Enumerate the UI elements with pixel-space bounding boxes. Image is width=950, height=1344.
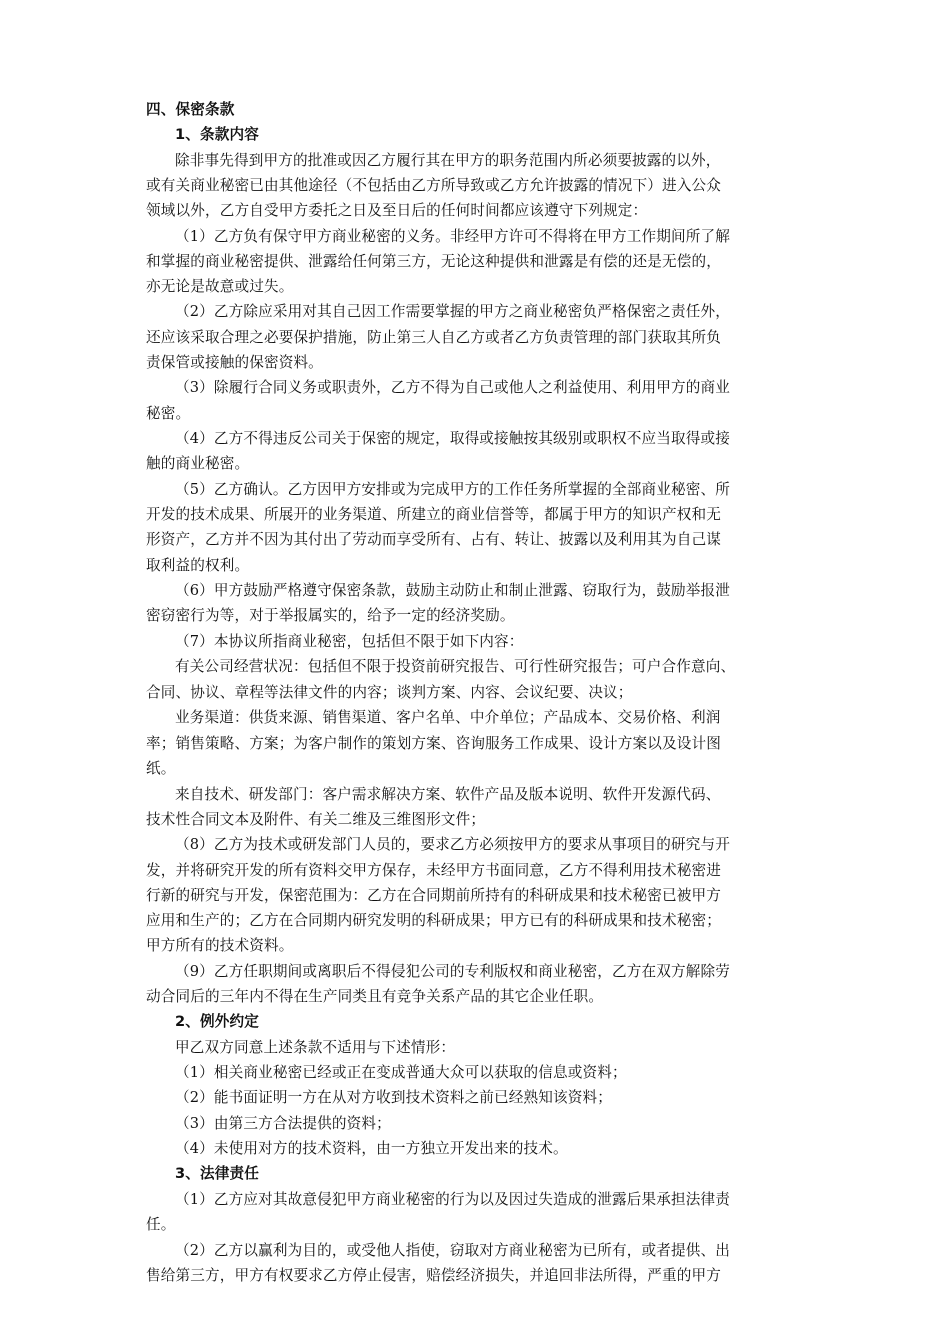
text-line: 秘密。: [146, 405, 191, 422]
subsection-heading: 3、法律责任: [175, 1165, 260, 1182]
text-line: 取利益的权利。: [146, 557, 250, 574]
text-line: 任。: [146, 1216, 176, 1233]
subsection-heading: 1、条款内容: [175, 126, 260, 143]
text-line: 和掌握的商业秘密提供、泄露给任何第三方，无论这种提供和泄露是有偿的还是无偿的，: [146, 253, 722, 270]
text-line: 技术性合同文本及附件、有关二维及三维图形文件；: [146, 811, 486, 828]
text-line: （3）除履行合同义务或职责外，乙方不得为自己或他人之利益使用、利用甲方的商业: [175, 379, 730, 396]
text-line: （3）由第三方合法提供的资料；: [175, 1115, 391, 1132]
text-line: （4）未使用对方的技术资料，由一方独立开发出来的技术。: [175, 1140, 568, 1157]
text-line: （2）乙方以赢利为目的，或受他人指使，窃取对方商业秘密为已所有，或者提供、出: [175, 1242, 730, 1259]
text-line: 亦无论是故意或过失。: [146, 278, 294, 295]
text-line: （1）相关商业秘密已经或正在变成普通大众可以获取的信息或资料；: [175, 1064, 627, 1081]
text-line: （8）乙方为技术或研发部门人员的，要求乙方必须按甲方的要求从事项目的研究与开: [175, 836, 730, 853]
text-line: 甲乙双方同意上述条款不适用与下述情形：: [175, 1039, 456, 1056]
text-line: （9）乙方任职期间或离职后不得侵犯公司的专利版权和商业秘密，乙方在双方解除劳: [175, 963, 730, 980]
text-line: 纸。: [146, 760, 176, 777]
text-line: （2）能书面证明一方在从对方收到技术资料之前已经熟知该资料；: [175, 1089, 613, 1106]
text-line: 合同、协议、章程等法律文件的内容；谈判方案、内容、会议纪要、决议；: [146, 684, 633, 701]
text-line: 有关公司经营状况：包括但不限于投资前研究报告、可行性研究报告；可户合作意向、: [175, 658, 736, 675]
text-line: 售给第三方，甲方有权要求乙方停止侵害，赔偿经济损失，并追回非法所得，严重的甲方: [146, 1267, 722, 1284]
text-line: 领域以外，乙方自受甲方委托之日及至日后的任何时间都应该遵守下列规定：: [146, 202, 648, 219]
text-line: 触的商业秘密。: [146, 455, 250, 472]
text-line: 行新的研究与开发，保密范围为：乙方在合同期前所持有的科研成果和技术秘密已被甲方: [146, 887, 722, 904]
text-line: （1）乙方应对其故意侵犯甲方商业秘密的行为以及因过失造成的泄露后果承担法律责: [175, 1191, 730, 1208]
text-line: （2）乙方除应采用对其自己因工作需要掌握的甲方之商业秘密负严格保密之责任外，: [175, 303, 730, 320]
text-line: 业务渠道：供货来源、销售渠道、客户名单、中介单位；产品成本、交易价格、利润: [175, 709, 721, 726]
text-line: 责保管或接触的保密资料。: [146, 354, 323, 371]
text-line: 还应该采取合理之必要保护措施，防止第三人自乙方或者乙方负责管理的部门获取其所负: [146, 329, 722, 346]
text-line: （7）本协议所指商业秘密，包括但不限于如下内容：: [175, 633, 524, 650]
text-line: 形资产，乙方并不因为其付出了劳动而享受所有、占有、转让、披露以及利用其为自己谋: [146, 531, 722, 548]
text-line: （5）乙方确认。乙方因甲方安排或为完成甲方的工作任务所掌握的全部商业秘密、所: [175, 481, 730, 498]
text-line: 开发的技术成果、所展开的业务渠道、所建立的商业信誉等，都属于甲方的知识产权和无: [146, 506, 722, 523]
text-line: （4）乙方不得违反公司关于保密的规定，取得或接触按其级别或职权不应当取得或接: [175, 430, 730, 447]
text-line: 或有关商业秘密已由其他途径（不包括由乙方所导致或乙方允许披露的情况下）进入公众: [146, 177, 722, 194]
text-line: 密窃密行为等，对于举报属实的，给予一定的经济奖励。: [146, 607, 515, 624]
text-line: 除非事先得到甲方的批准或因乙方履行其在甲方的职务范围内所必须要披露的以外，: [175, 152, 721, 169]
text-line: （1）乙方负有保守甲方商业秘密的义务。非经甲方许可不得将在甲方工作期间所了解: [175, 228, 730, 245]
text-line: 动合同后的三年内不得在生产同类且有竞争关系产品的其它企业任职。: [146, 988, 604, 1005]
text-line: 来自技术、研发部门：客户需求解决方案、软件产品及版本说明、软件开发源代码、: [175, 786, 721, 803]
text-line: 甲方所有的技术资料。: [146, 937, 294, 954]
text-line: 发，并将研究开发的所有资料交甲方保存，未经甲方书面同意，乙方不得利用技术秘密进: [146, 862, 722, 879]
section-heading: 四、保密条款: [146, 101, 235, 118]
text-line: 率；销售策略、方案；为客户制作的策划方案、咨询服务工作成果、设计方案以及设计图: [146, 735, 722, 752]
text-line: 应用和生产的；乙方在合同期内研究发明的科研成果；甲方已有的科研成果和技术秘密；: [146, 912, 722, 929]
subsection-heading: 2、例外约定: [175, 1013, 260, 1030]
text-line: （6）甲方鼓励严格遵守保密条款，鼓励主动防止和制止泄露、窃取行为，鼓励举报泄: [175, 582, 730, 599]
